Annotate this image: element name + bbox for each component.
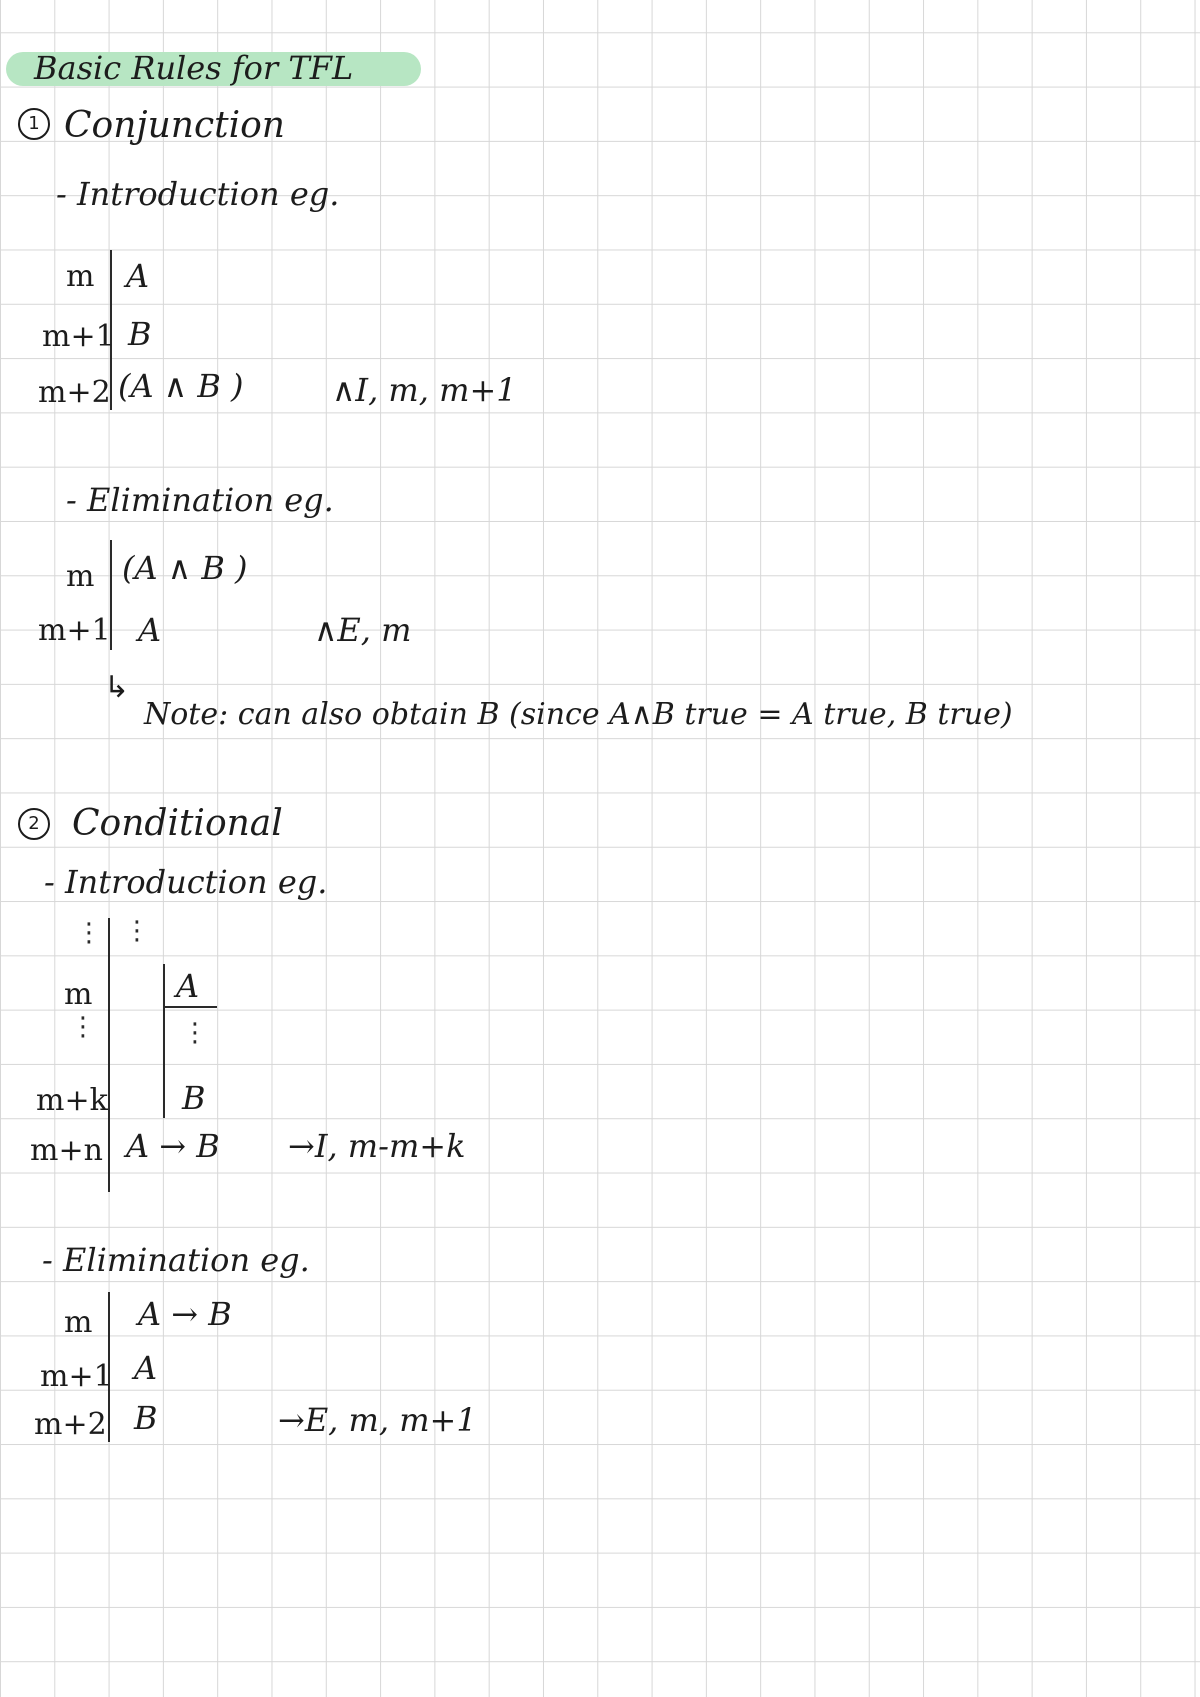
line-number: m+1 (38, 613, 111, 648)
line-number: m (64, 977, 93, 1012)
ellipsis-dots: ⋮ (124, 916, 150, 946)
proof-scope-line (108, 918, 110, 1192)
intro-label: - Introduction eg. (56, 175, 340, 213)
proof-formula: A (134, 1349, 158, 1387)
subproof-scope-line (163, 964, 165, 1118)
ellipsis-dots: ⋮ (76, 918, 102, 948)
justification: ∧E, m (314, 611, 412, 649)
justification: ∧I, m, m+1 (332, 371, 517, 409)
proof-formula: B (128, 315, 152, 353)
section-heading: Conditional (72, 803, 283, 844)
page-title: Basic Rules for TFL (34, 49, 354, 87)
line-number: m+n (30, 1133, 103, 1168)
elim-label: - Elimination eg. (66, 481, 334, 519)
proof-formula: B (182, 1079, 206, 1117)
note-text: Note: can also obtain B (since A∧B true = A true, B true) (144, 697, 1013, 732)
elim-label: - Elimination eg. (42, 1241, 310, 1279)
proof-formula: A → B (126, 1127, 220, 1165)
proof-formula: B (134, 1399, 158, 1437)
ellipsis-dots: ⋮ (182, 1018, 208, 1048)
line-number: m+2 (34, 1407, 107, 1442)
line-number: m+1 (42, 319, 115, 354)
proof-formula: A (176, 967, 200, 1005)
section-marker-icon: 1 (18, 108, 50, 140)
section-heading: Conjunction (64, 105, 285, 146)
proof-formula: A → B (138, 1295, 232, 1333)
proof-formula: (A ∧ B ) (118, 367, 244, 405)
intro-label: - Introduction eg. (44, 863, 328, 901)
line-number: m+2 (38, 375, 111, 410)
justification: →E, m, m+1 (278, 1401, 477, 1439)
hook-arrow-icon: ↳ (104, 670, 130, 705)
line-number: m (66, 559, 95, 594)
justification: →I, m-m+k (288, 1127, 466, 1165)
section-marker-icon: 2 (18, 808, 50, 840)
assumption-line (163, 1006, 217, 1008)
ellipsis-dots: ⋮ (70, 1012, 96, 1042)
line-number: m (64, 1305, 93, 1340)
proof-formula: A (138, 611, 162, 649)
line-number: m+k (36, 1083, 108, 1118)
line-number: m+1 (40, 1359, 113, 1394)
proof-formula: (A ∧ B ) (122, 549, 248, 587)
line-number: m (66, 259, 95, 294)
proof-formula: A (126, 257, 150, 295)
